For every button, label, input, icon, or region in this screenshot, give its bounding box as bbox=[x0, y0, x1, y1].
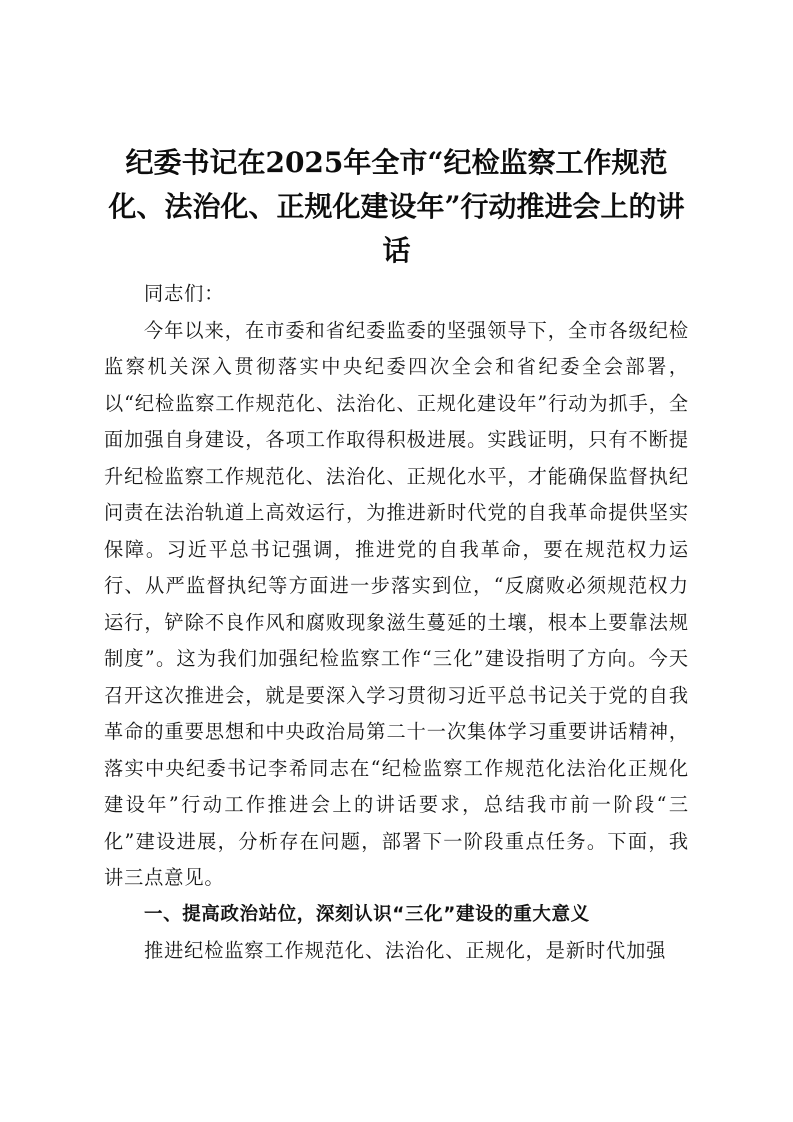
section-heading-1: 一、提高政治站位，深刻认识“三化”建设的重大意义 bbox=[144, 903, 590, 925]
salutation: 同志们： bbox=[144, 282, 225, 305]
document-body bbox=[104, 276, 689, 970]
paragraph-section-1: 推进纪检监察工作规范化、法治化、正规化，是新时代加强 bbox=[144, 939, 667, 962]
document-title: 纪委书记在2025年全市“纪检监察工作规范化、法治化、正规化建设年”行动推进会上的讲话 bbox=[108, 146, 685, 267]
paragraph-intro: 今年以来，在市委和省纪委监委的坚强领导下，全市各级纪检监察机关深入贯彻落实中央纪委四次全会和省纪委全会部署，以“纪检监察工作规范化、法治化、正规化建设年”行动为抓手，全面加强自身建设，各项工作取得积极进展。实践证明，只有不断提升纪检监察工作规范化、法治化、正规化水平，才能确保监督执纪问责在法治轨道上高效运行，为推进新时代党的自我革命提供坚实保障。习近平总书记强调，推进党的自我革命，要在规范权力运行、从严监督执纪等方面进一步落实到位，“反腐败必须规范权力运行，铲除不良作风和腐败现象滋生蔓延的土壤，根本上要靠法规制度”。这为我们加强纪检监察工作“三化”建设指明了方向。今天召开这次推进会，就是要深入学习贯彻习近平总书记关于党的自我革命的重要思想和中央政治局第二十一次集体学习重要讲话精神，落实中央纪委书记李希同志在“纪检监察工作规范化法治化正规化建设年”行动工作推进会上的讲话要求，总结我市前一阶段“三化”建设进展，分析存在问题，部署下一阶段重点任务。下面，我讲三点意见。 bbox=[104, 318, 689, 889]
